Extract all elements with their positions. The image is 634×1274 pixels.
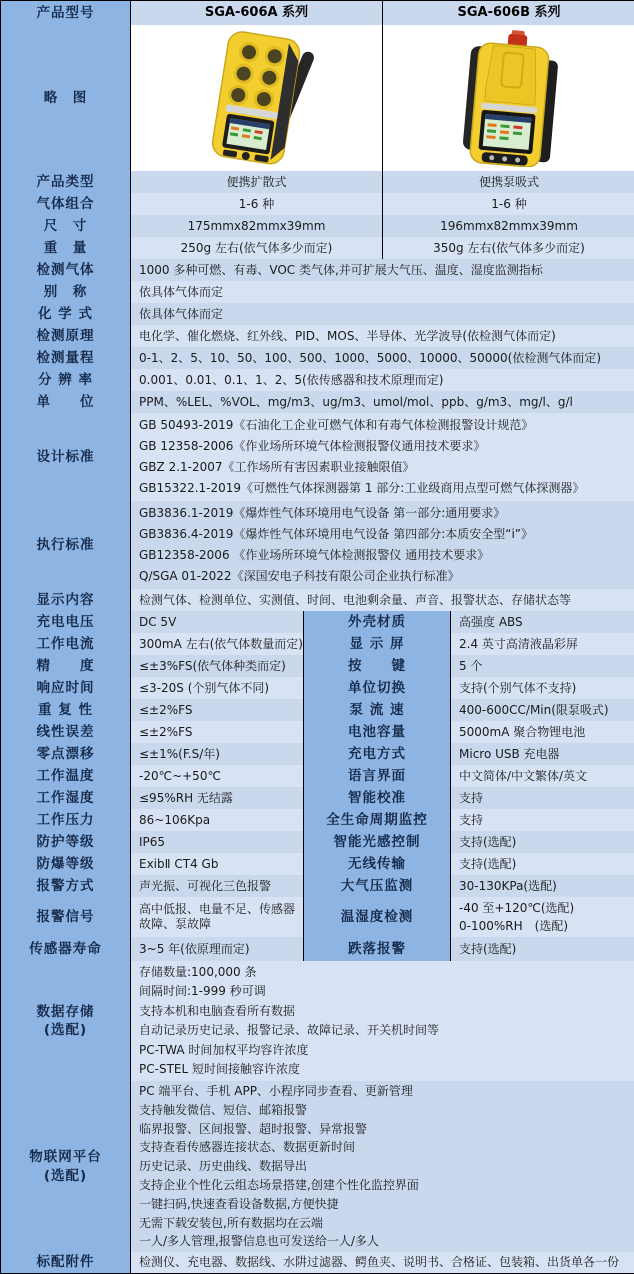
spec-row-linearity-error xyxy=(1,721,633,743)
spec-row-alias xyxy=(1,281,633,303)
row-label: 设计标准 xyxy=(1,413,131,501)
cell-value-a: 1-6 种 xyxy=(131,193,383,215)
spec-row-working-current xyxy=(1,633,633,655)
sga-606b-device-photo xyxy=(394,29,624,167)
sga-606a-device-photo xyxy=(142,29,372,167)
spec-row-working-pressure xyxy=(1,809,633,831)
cell-value-right: 高强度 ABS xyxy=(451,611,634,633)
row-label-right: 全生命周期监控 xyxy=(304,809,451,831)
row-label: 分 辨 率 xyxy=(1,369,131,391)
cell-value-left: ≤±1%(F.S/年) xyxy=(131,743,304,765)
cell-value-left: 高中低报、电量不足、传感器故障、泵故障 xyxy=(131,897,304,937)
row-label-left: 响应时间 xyxy=(1,677,131,699)
row-label-right: 跌落报警 xyxy=(304,937,451,961)
cell-value-right: 400-600CC/Min(限泵吸式) xyxy=(451,699,634,721)
header-model-a: SGA-606A 系列 xyxy=(131,1,383,25)
cell-value-lines xyxy=(131,961,634,1081)
cell-value-left: 3~5 年(依原理而定) xyxy=(131,937,304,961)
spec-row-gas-combination xyxy=(1,193,633,215)
row-label-right: 智能校准 xyxy=(304,787,451,809)
label-line: (选配) xyxy=(43,1167,88,1184)
cell-value-right: 支持(选配) xyxy=(451,853,634,875)
spec-row-dimensions xyxy=(1,215,633,237)
spec-row-standard-accessories xyxy=(1,1252,633,1273)
cell-value-right: 中文简体/中文繁体/英文 xyxy=(451,765,634,787)
row-label-left: 精 度 xyxy=(1,655,131,677)
cell-value-lines xyxy=(131,413,634,501)
row-label-left: 充电电压 xyxy=(1,611,131,633)
label-line: 数据存储 xyxy=(36,1003,95,1020)
row-label-right: 温湿度检测 xyxy=(304,897,451,937)
feature-line: PC-STEL 短时间接触容许浓度 xyxy=(139,1062,300,1076)
cell-value-right: 5 个 xyxy=(451,655,634,677)
cell-value: 0.001、0.01、0.1、1、2、5(依传感器和技术原理而定) xyxy=(131,369,634,391)
cell-value-left: 300mA 左右(依气体数量而定) xyxy=(131,633,304,655)
row-label-right: 大气压监测 xyxy=(304,875,451,897)
row-label xyxy=(1,961,131,1081)
row-label-left: 工作电流 xyxy=(1,633,131,655)
cell-value-left: IP65 xyxy=(131,831,304,853)
spec-row-weight xyxy=(1,237,633,259)
cell-value: 依具体气体而定 xyxy=(131,281,634,303)
spec-row-data-storage xyxy=(1,961,633,1081)
row-label: 重 量 xyxy=(1,237,131,259)
spec-row-working-temperature xyxy=(1,765,633,787)
row-label-left: 报警信号 xyxy=(1,897,131,937)
spec-row-accuracy xyxy=(1,655,633,677)
spec-row-protection-rating xyxy=(1,831,633,853)
standard-line: GB3836.4-2019《爆炸性气体环境用电气设备 第四部分:本质安全型“i”》 xyxy=(139,527,534,541)
spec-row-chemical-formula xyxy=(1,303,633,325)
spec-row-resolution xyxy=(1,369,633,391)
cell-value-lines xyxy=(131,1081,634,1252)
row-label-left: 工作湿度 xyxy=(1,787,131,809)
spec-row-zero-drift xyxy=(1,743,633,765)
row-label: 尺 寸 xyxy=(1,215,131,237)
standard-line: GB15322.1-2019《可燃性气体探测器第 1 部分:工业级商用点型可燃气体探测器》 xyxy=(139,481,585,495)
header-model-b: SGA-606B 系列 xyxy=(383,1,634,25)
spec-row-alarm-mode xyxy=(1,875,633,897)
cell-value-b: 便携泵吸式 xyxy=(383,171,634,193)
cell-value-left: DC 5V xyxy=(131,611,304,633)
spec-row-repeatability xyxy=(1,699,633,721)
standard-line: GB12358-2006 《作业场所环境气体检测报警仪 通用技术要求》 xyxy=(139,548,490,562)
cell-value-right: 支持(选配) xyxy=(451,831,634,853)
cell-value-left: ≤3-20S (个别气体不同) xyxy=(131,677,304,699)
feature-line: 历史记录、历史曲线、数据导出 xyxy=(139,1159,308,1174)
cell-value-left: ≤±2%FS xyxy=(131,699,304,721)
cell-value-a: 250g 左右(依气体多少而定) xyxy=(131,237,383,259)
cell-value-a: 便携扩散式 xyxy=(131,171,383,193)
row-label xyxy=(1,1081,131,1252)
spec-row-working-humidity xyxy=(1,787,633,809)
row-label: 检测原理 xyxy=(1,325,131,347)
feature-line: 无需下载安装包,所有数据均在云端 xyxy=(139,1215,323,1230)
spec-row-units xyxy=(1,391,633,413)
spec-row-detected-gases xyxy=(1,259,633,281)
spec-row-detection-range xyxy=(1,347,633,369)
row-label: 检测气体 xyxy=(1,259,131,281)
row-label: 别 称 xyxy=(1,281,131,303)
row-label-left: 线性误差 xyxy=(1,721,131,743)
cell-value-b: 1-6 种 xyxy=(383,193,634,215)
feature-line: 支持企业个性化云组态场景搭建,创建个性化监控界面 xyxy=(139,1177,419,1192)
cell-value-right xyxy=(451,897,634,937)
label-line: 物联网平台 xyxy=(29,1149,102,1166)
spec-row-iot-platform xyxy=(1,1081,633,1252)
cell-value-right: 支持 xyxy=(451,787,634,809)
header-row xyxy=(1,1,633,25)
spec-row-product-type xyxy=(1,171,633,193)
cell-value: 电化学、催化燃烧、红外线、PID、MOS、半导体、光学波导(依检测气体而定) xyxy=(131,325,634,347)
row-label-right: 语言界面 xyxy=(304,765,451,787)
spec-row-design-standards xyxy=(1,413,633,501)
feature-line: 临界报警、区间报警、超时报警、异常报警 xyxy=(139,1121,368,1136)
value-line: 0-100%RH (选配) xyxy=(459,919,568,933)
spec-row-charging-voltage xyxy=(1,611,633,633)
row-label: 执行标准 xyxy=(1,501,131,589)
header-product-model-label: 产品型号 xyxy=(1,1,131,25)
feature-line: 存储数量:100,000 条 xyxy=(139,964,257,979)
spec-row-executive-standards xyxy=(1,501,633,589)
cell-value-left: ≤±3%FS(依气体种类而定) xyxy=(131,655,304,677)
row-label-left: 传感器寿命 xyxy=(1,937,131,961)
spec-row-display-content xyxy=(1,589,633,611)
cell-value: 检测仪、充电器、数据线、水阱过滤器、鳄鱼夹、说明书、合格证、包装箱、出货单各一份 xyxy=(131,1252,634,1273)
cell-value-a: 175mmx82mmx39mm xyxy=(131,215,383,237)
cell-value-right: 2.4 英寸高清液晶彩屏 xyxy=(451,633,634,655)
spec-row-explosionproof-rating xyxy=(1,853,633,875)
row-label-right: 单位切换 xyxy=(304,677,451,699)
cell-value-right: Micro USB 充电器 xyxy=(451,743,634,765)
row-label-left: 报警方式 xyxy=(1,875,131,897)
row-label-right: 外壳材质 xyxy=(304,611,451,633)
cell-value-b: 196mmx82mmx39mm xyxy=(383,215,634,237)
row-label: 化 学 式 xyxy=(1,303,131,325)
cell-value-left: ≤95%RH 无结露 xyxy=(131,787,304,809)
row-label-right: 显 示 屏 xyxy=(304,633,451,655)
row-label: 显示内容 xyxy=(1,589,131,611)
label-line: (选配) xyxy=(43,1022,88,1038)
cell-value-lines xyxy=(131,501,634,589)
spec-row-response-time xyxy=(1,677,633,699)
row-label-right: 充电方式 xyxy=(304,743,451,765)
row-label-left: 防护等级 xyxy=(1,831,131,853)
row-label-right: 电池容量 xyxy=(304,721,451,743)
cell-value-right: 5000mA 聚合物锂电池 xyxy=(451,721,634,743)
spec-row-alarm-signal xyxy=(1,897,633,937)
standard-line: GB 50493-2019《石油化工企业可燃气体和有毒气体检测报警设计规范》 xyxy=(139,418,534,432)
standard-line: Q/SGA 01-2022《深国安电子科技有限公司企业执行标准》 xyxy=(139,569,460,583)
cell-value-left: ExibⅡ CT4 Gb xyxy=(131,853,304,875)
row-label-right: 无线传输 xyxy=(304,853,451,875)
row-label-left: 零点漂移 xyxy=(1,743,131,765)
cell-value: 依具体气体而定 xyxy=(131,303,634,325)
standard-line: GBZ 2.1-2007《工作场所有害因素职业接触限值》 xyxy=(139,460,415,474)
standard-line: GB3836.1-2019《爆炸性气体环境用电气设备 第一部分:通用要求》 xyxy=(139,506,506,520)
feature-line: 支持触发微信、短信、邮箱报警 xyxy=(139,1102,308,1117)
cell-value: 0-1、2、5、10、50、100、500、1000、5000、10000、50000(依检测气体而定) xyxy=(131,347,634,369)
cell-value-left: ≤±2%FS xyxy=(131,721,304,743)
spec-row-detection-principle xyxy=(1,325,633,347)
row-label-left: 工作压力 xyxy=(1,809,131,831)
cell-value: 1000 多种可燃、有毒、VOC 类气体,并可扩展大气压、温度、湿度监测指标 xyxy=(131,259,634,281)
cell-value-left: 声光振、可视化三色报警 xyxy=(131,875,304,897)
row-label: 标配附件 xyxy=(1,1252,131,1273)
sketch-label: 略 图 xyxy=(1,25,131,171)
row-label: 检测量程 xyxy=(1,347,131,369)
sketch-row xyxy=(1,25,633,171)
feature-line: 支持查看传感器连接状态、数据更新时间 xyxy=(139,1140,356,1155)
feature-line: PC-TWA 时间加权平均容许浓度 xyxy=(139,1042,309,1057)
device-a-image-cell xyxy=(131,25,383,171)
feature-line: PC 端平台、手机 APP、小程序同步查看、更新管理 xyxy=(139,1083,413,1098)
feature-line: 间隔时间:1-999 秒可调 xyxy=(139,984,266,998)
feature-line: 支持本机和电脑查看所有数据 xyxy=(139,1003,296,1018)
cell-value-right: 支持(个别气体不支持) xyxy=(451,677,634,699)
row-label: 单 位 xyxy=(1,391,131,413)
row-label-right: 按 键 xyxy=(304,655,451,677)
value-line: -40 至+120℃(选配) xyxy=(459,901,575,915)
feature-line: 自动记录历史记录、报警记录、故障记录、开关机时间等 xyxy=(139,1023,440,1037)
device-b-image-cell xyxy=(383,25,634,171)
cell-value-left: 86~106Kpa xyxy=(131,809,304,831)
feature-line: 一键扫码,快速查看设备数据,方便快捷 xyxy=(139,1196,339,1211)
cell-value-b: 350g 左右(依气体多少而定) xyxy=(383,237,634,259)
cell-value-right: 支持 xyxy=(451,809,634,831)
feature-line: 一人/多人管理,报警信息也可发送给一人/多人 xyxy=(139,1234,379,1249)
row-label: 产品类型 xyxy=(1,171,131,193)
row-label-right: 泵 流 速 xyxy=(304,699,451,721)
standard-line: GB 12358-2006《作业场所环境气体检测报警仪通用技术要求》 xyxy=(139,439,486,453)
row-label: 气体组合 xyxy=(1,193,131,215)
row-label-left: 重 复 性 xyxy=(1,699,131,721)
cell-value-right: 支持(选配) xyxy=(451,937,634,961)
cell-value: 检测气体、检测单位、实测值、时间、电池剩余量、声音、报警状态、存储状态等 xyxy=(131,589,634,611)
row-label-left: 防爆等级 xyxy=(1,853,131,875)
cell-value-right: 30-130KPa(选配) xyxy=(451,875,634,897)
cell-value: PPM、%LEL、%VOL、mg/m3、ug/m3、umol/mol、ppb、g/m3、mg/l、g/l xyxy=(131,391,634,413)
cell-value-left: -20℃~+50℃ xyxy=(131,765,304,787)
spec-row-sensor-life xyxy=(1,937,633,961)
row-label-left: 工作温度 xyxy=(1,765,131,787)
row-label-right: 智能光感控制 xyxy=(304,831,451,853)
